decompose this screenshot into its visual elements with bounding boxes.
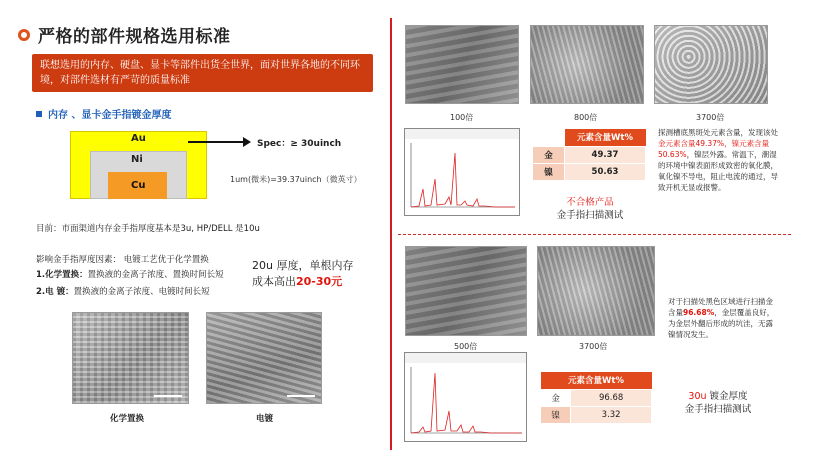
electroplating-photo: [206, 312, 322, 404]
sem-photo-500x: [405, 246, 527, 336]
cost-note-prefix: 成本高出: [252, 275, 296, 288]
spectrum-plot: [405, 129, 519, 215]
spectrum-plot: [405, 353, 526, 441]
value-cell: 3.32: [571, 406, 652, 423]
nickel-layer-label: Ni: [131, 154, 143, 165]
copper-layer-label: Cu: [131, 180, 146, 191]
chemical-photo-caption: 化学置换: [110, 414, 145, 424]
table-row: [541, 389, 652, 406]
analysis-text-top-part2: ，镍层外露。常温下，潮湿的环境中镍表面形成致密的氧化膜，氧化镍不导电，阻止电流的通过，导致开机无显或报警。: [658, 150, 778, 192]
factor-electroplating: [36, 285, 210, 297]
arrow-right-icon: [243, 137, 251, 147]
table-header: 元素含量Wt%: [541, 372, 652, 389]
page-title: 严格的部件规格选用标准: [38, 27, 231, 47]
analysis-text-top: [658, 127, 778, 193]
analysis-text-bottom-highlight: 96.68%: [683, 308, 715, 317]
analysis-text-bottom-part2: ，金层覆盖良好，为金层外翻后形成的坑洼，无露镍情况发生。: [668, 308, 775, 339]
cost-note-line1: 20u 厚度，单根内存: [252, 259, 354, 272]
sem-photo-800x: [530, 25, 644, 104]
mag-label-3700x-bottom: 3700倍: [579, 342, 608, 351]
element-table-top: [532, 129, 646, 181]
square-bullet-icon: [36, 111, 42, 117]
element-cell: 镍: [533, 163, 565, 180]
value-cell: 96.68: [571, 389, 652, 406]
scale-bar: [287, 395, 315, 397]
sem-photo-100x: [405, 25, 519, 104]
verdict-top: [540, 196, 640, 222]
factor-electroplating-name: 2.电 镀：: [36, 287, 74, 297]
value-cell: 50.63: [565, 163, 646, 180]
horizontal-divider: [398, 234, 791, 235]
factor-chemical-desc: 置换液的金离子浓度、置换时间长短: [87, 270, 224, 280]
verdict-bottom: [666, 390, 770, 416]
section-heading-text: 内存 、显卡金手指镀金厚度: [48, 110, 172, 121]
chemical-replacement-photo: [72, 312, 189, 404]
factor-electroplating-desc: 置换液的金离子浓度、电镀时间长短: [73, 287, 210, 297]
verdict-bottom-line1: [666, 390, 770, 403]
verdict-top-label: 金手指扫描测试: [556, 210, 624, 221]
table-row: [541, 406, 652, 423]
spec-text: Spec：≥ 30uinch: [257, 139, 342, 149]
analysis-text-bottom: [668, 296, 778, 340]
verdict-bottom-line2: 金手指扫描测试: [684, 404, 752, 415]
section-heading: [36, 106, 171, 121]
factors-intro: 影响金手指厚度因素： 电镀工艺优于化学置换: [36, 255, 209, 265]
gold-layer-label: Au: [131, 133, 146, 144]
electro-photo-caption: 电镀: [256, 414, 274, 424]
unit-conversion-note: 1um(微米)=39.37uinch（微英寸）: [230, 175, 362, 184]
verdict-top-status: 不合格产品: [566, 197, 614, 208]
factor-chemical: [36, 268, 224, 280]
eds-spectrum-bottom: [404, 352, 527, 442]
intro-banner: 联想选用的内存、硬盘、显卡等部件出货全世界，面对世界各地的不同环境，对部件选材有严苛的质量标准: [32, 54, 373, 92]
cost-note-highlight: 20-30元: [296, 275, 343, 288]
mag-label-500x: 500倍: [454, 342, 478, 351]
verdict-bottom-rest: 镀金厚度: [706, 391, 748, 402]
element-table-bottom: [540, 372, 652, 424]
page-title-row: [18, 22, 231, 47]
table-row: [533, 163, 646, 180]
mag-label-3700x: 3700倍: [696, 113, 725, 122]
sem-photo-3700x: [654, 25, 768, 104]
factor-chemical-name: 1.化学置换：: [36, 270, 88, 280]
eds-spectrum-top: [404, 128, 520, 216]
market-thickness-note: 目前：市面渠道内存金手指厚度基本是3u, HP/DELL 是10u: [36, 224, 260, 234]
cost-note-line2: [252, 274, 353, 290]
cost-note: [252, 258, 353, 290]
bullet-icon: [18, 29, 30, 41]
element-cell: 金: [541, 389, 571, 406]
vertical-divider: [390, 18, 392, 450]
analysis-text-bottom-part1: 对于扫描处黑色区域进行扫描金含量: [668, 297, 773, 317]
table-header: 元素含量Wt%: [565, 129, 646, 146]
verdict-bottom-thickness: 30u: [688, 391, 707, 402]
scale-bar: [154, 395, 182, 397]
table-row: [533, 146, 646, 163]
analysis-text-top-part1: 探测槽底黑斑处元素含量，发现该处: [658, 128, 778, 137]
element-cell: 镍: [541, 406, 571, 423]
value-cell: 49.37: [565, 146, 646, 163]
element-cell: 金: [533, 146, 565, 163]
analysis-text-top-highlight: 金元素含量49.37%，镍元素含量50.63%: [658, 139, 770, 159]
mag-label-800x: 800倍: [574, 113, 598, 122]
mag-label-100x: 100倍: [450, 113, 474, 122]
spec-arrow-line: [188, 141, 244, 143]
sem-photo-3700x-bottom: [537, 246, 655, 336]
